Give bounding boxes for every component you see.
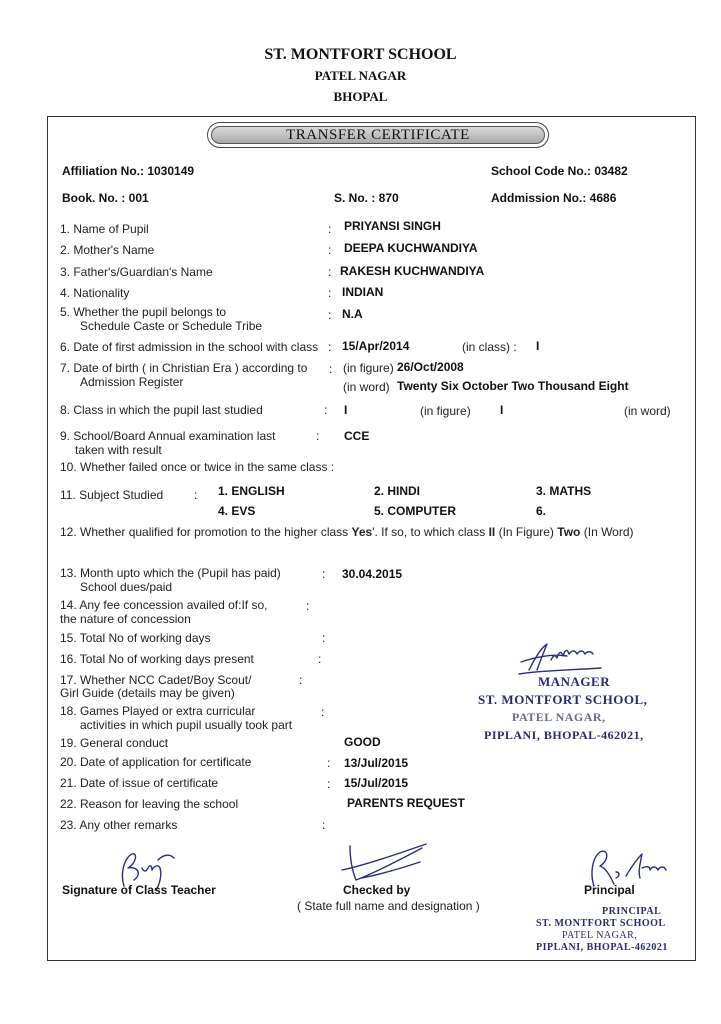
- affiliation-no: Affiliation No.: 1030149: [62, 164, 195, 178]
- field-6-label: 6. Date of first admission in the school with class: [60, 340, 319, 354]
- field-13-value: 30.04.2015: [342, 567, 403, 581]
- certificate-title: TRANSFER CERTIFICATE: [211, 126, 545, 144]
- principal-label: Principal: [584, 883, 635, 897]
- colon: :: [322, 818, 326, 832]
- admission-no: Addmission No.: 4686: [491, 191, 617, 205]
- title-banner: [207, 122, 549, 148]
- principal-stamp-area: PATEL NAGAR,: [562, 930, 638, 941]
- school-area: PATEL NAGAR: [314, 68, 407, 83]
- principal-stamp-school: ST. MONTFORT SCHOOL: [536, 918, 666, 929]
- field-17-label-cont: Girl Guide (details may be given): [60, 686, 235, 700]
- manager-area: PATEL NAGAR,: [512, 710, 606, 724]
- field-4-label: 4. Nationality: [60, 286, 130, 300]
- field-2-value: DEEPA KUCHWANDIYA: [344, 241, 478, 255]
- subject-1: 1. ENGLISH: [218, 484, 285, 498]
- field-22-label: 22. Reason for leaving the school: [60, 797, 239, 811]
- checker-signature: [332, 838, 432, 888]
- field-8-word-value: I: [500, 403, 504, 417]
- field-5-value: N.A: [342, 307, 363, 321]
- field-16-label: 16. Total No of working days present: [60, 652, 254, 666]
- manager-address: PIPLANI, BHOPAL-462021,: [484, 728, 644, 742]
- principal-stamp-address: PIPLANI, BHOPAL-462021: [536, 942, 668, 953]
- field-13-label: 13. Month upto which the (Pupil has paid): [60, 566, 281, 580]
- principal-stamp-title: PRINCIPAL: [602, 906, 662, 917]
- school-code: School Code No.: 03482: [491, 164, 628, 178]
- field-12-fig-label: (In Figure): [498, 525, 554, 539]
- field-19-value: GOOD: [344, 735, 381, 749]
- field-6-date: 15/Apr/2014: [342, 339, 410, 353]
- field-15-label: 15. Total No of working days: [60, 631, 211, 645]
- colon: :: [329, 362, 333, 376]
- field-9-label: 9. School/Board Annual examination last: [60, 429, 276, 443]
- field-18-label: 18. Games Played or extra curricular: [60, 704, 256, 718]
- field-14-label: 14. Any fee concession availed of:If so,: [60, 598, 268, 612]
- field-4-value: INDIAN: [342, 285, 384, 299]
- field-7-fig-value: 26/Oct/2008: [397, 360, 464, 374]
- field-23-label: 23. Any other remarks: [60, 818, 178, 832]
- field-20-value: 13/Jul/2015: [344, 756, 409, 770]
- colon: :: [322, 567, 326, 581]
- school-city: BHOPAL: [333, 89, 388, 104]
- field-12-row: [60, 525, 634, 539]
- serial-no: S. No. : 870: [334, 191, 399, 205]
- field-7-word-label: (in word): [343, 380, 390, 394]
- field-13-label-cont: School dues/paid: [80, 580, 173, 594]
- field-8-word-label: (in word): [624, 404, 671, 418]
- manager-title: MANAGER: [538, 674, 611, 689]
- school-name: ST. MONTFORT SCHOOL: [264, 46, 457, 63]
- colon: :: [318, 652, 322, 666]
- colon: :: [328, 222, 332, 236]
- field-12-label: 12. Whether qualified for promotion to the higher class: [60, 525, 349, 539]
- subject-3: 3. MATHS: [536, 484, 592, 498]
- field-12-mid: '. If so, to which class: [372, 525, 486, 539]
- field-21-label: 21. Date of issue of certificate: [60, 776, 219, 790]
- subject-5: 5. COMPUTER: [374, 504, 457, 518]
- field-12-word-label: (In Word): [583, 525, 634, 539]
- colon: :: [328, 308, 332, 322]
- field-12-yes: Yes: [351, 525, 373, 539]
- field-8-label: 8. Class in which the pupil last studied: [60, 403, 263, 417]
- field-6-class-value: I: [536, 339, 540, 353]
- subject-6: 6.: [536, 504, 547, 518]
- field-20-label: 20. Date of application for certificate: [60, 755, 252, 769]
- field-8-fig-label: (in figure): [420, 404, 471, 418]
- field-3-label: 3. Father's/Guardian's Name: [60, 265, 213, 279]
- subject-2: 2. HINDI: [374, 484, 421, 498]
- class-teacher-signature-label: Signature of Class Teacher: [62, 883, 216, 897]
- field-22-value: PARENTS REQUEST: [347, 796, 465, 810]
- manager-school: ST. MONTFORT SCHOOL,: [478, 692, 648, 707]
- field-1-label: 1. Name of Pupil: [60, 222, 149, 236]
- field-5-label-cont: Schedule Caste or Schedule Tribe: [80, 319, 263, 333]
- manager-signature: [515, 640, 605, 676]
- book-no: Book. No. : 001: [62, 191, 149, 205]
- field-1-value: PRIYANSI SINGH: [344, 219, 441, 233]
- field-10-label: 10. Whether failed once or twice in the same class :: [60, 460, 335, 474]
- field-18-label-cont: activities in which pupil usually took part: [80, 718, 293, 732]
- field-21-value: 15/Jul/2015: [344, 776, 409, 790]
- field-14-label-cont: the nature of concession: [60, 612, 191, 626]
- field-8-fig-value: I: [344, 403, 348, 417]
- field-2-label: 2. Mother's Name: [60, 243, 155, 257]
- colon: :: [328, 286, 332, 300]
- colon: :: [327, 756, 331, 770]
- field-9-label-cont: taken with result: [75, 443, 162, 457]
- field-6-class-label: (in class) :: [462, 340, 517, 354]
- colon: :: [322, 631, 326, 645]
- colon: :: [324, 403, 328, 417]
- colon: :: [306, 599, 310, 613]
- colon: :: [328, 265, 332, 279]
- field-7-label: 7. Date of birth ( in Christian Era ) according to: [60, 361, 308, 375]
- field-3-value: RAKESH KUCHWANDIYA: [340, 264, 485, 278]
- colon: :: [321, 705, 325, 719]
- colon: :: [194, 488, 198, 502]
- colon: :: [328, 243, 332, 257]
- colon: :: [316, 429, 320, 443]
- field-7-label-cont: Admission Register: [80, 375, 184, 389]
- field-11-label: 11. Subject Studied: [60, 488, 164, 502]
- subject-4: 4. EVS: [218, 504, 256, 518]
- field-5-label: 5. Whether the pupil belongs to: [60, 305, 227, 319]
- field-9-value: CCE: [344, 429, 370, 443]
- field-12-class-fig: II: [488, 525, 496, 539]
- colon: :: [299, 673, 303, 687]
- colon: :: [328, 340, 332, 354]
- colon: :: [327, 777, 331, 791]
- field-7-fig-label: (in figure): [343, 361, 394, 375]
- field-19-label: 19. General conduct: [60, 736, 169, 750]
- field-7-word-value: Twenty Six October Two Thousand Eight: [397, 379, 629, 393]
- field-17-label: 17. Whether NCC Cadet/Boy Scout/: [60, 673, 252, 687]
- checked-by-note: ( State full name and designation ): [297, 899, 480, 913]
- field-12-class-word: Two: [557, 525, 581, 539]
- checked-by-label: Checked by: [343, 883, 411, 897]
